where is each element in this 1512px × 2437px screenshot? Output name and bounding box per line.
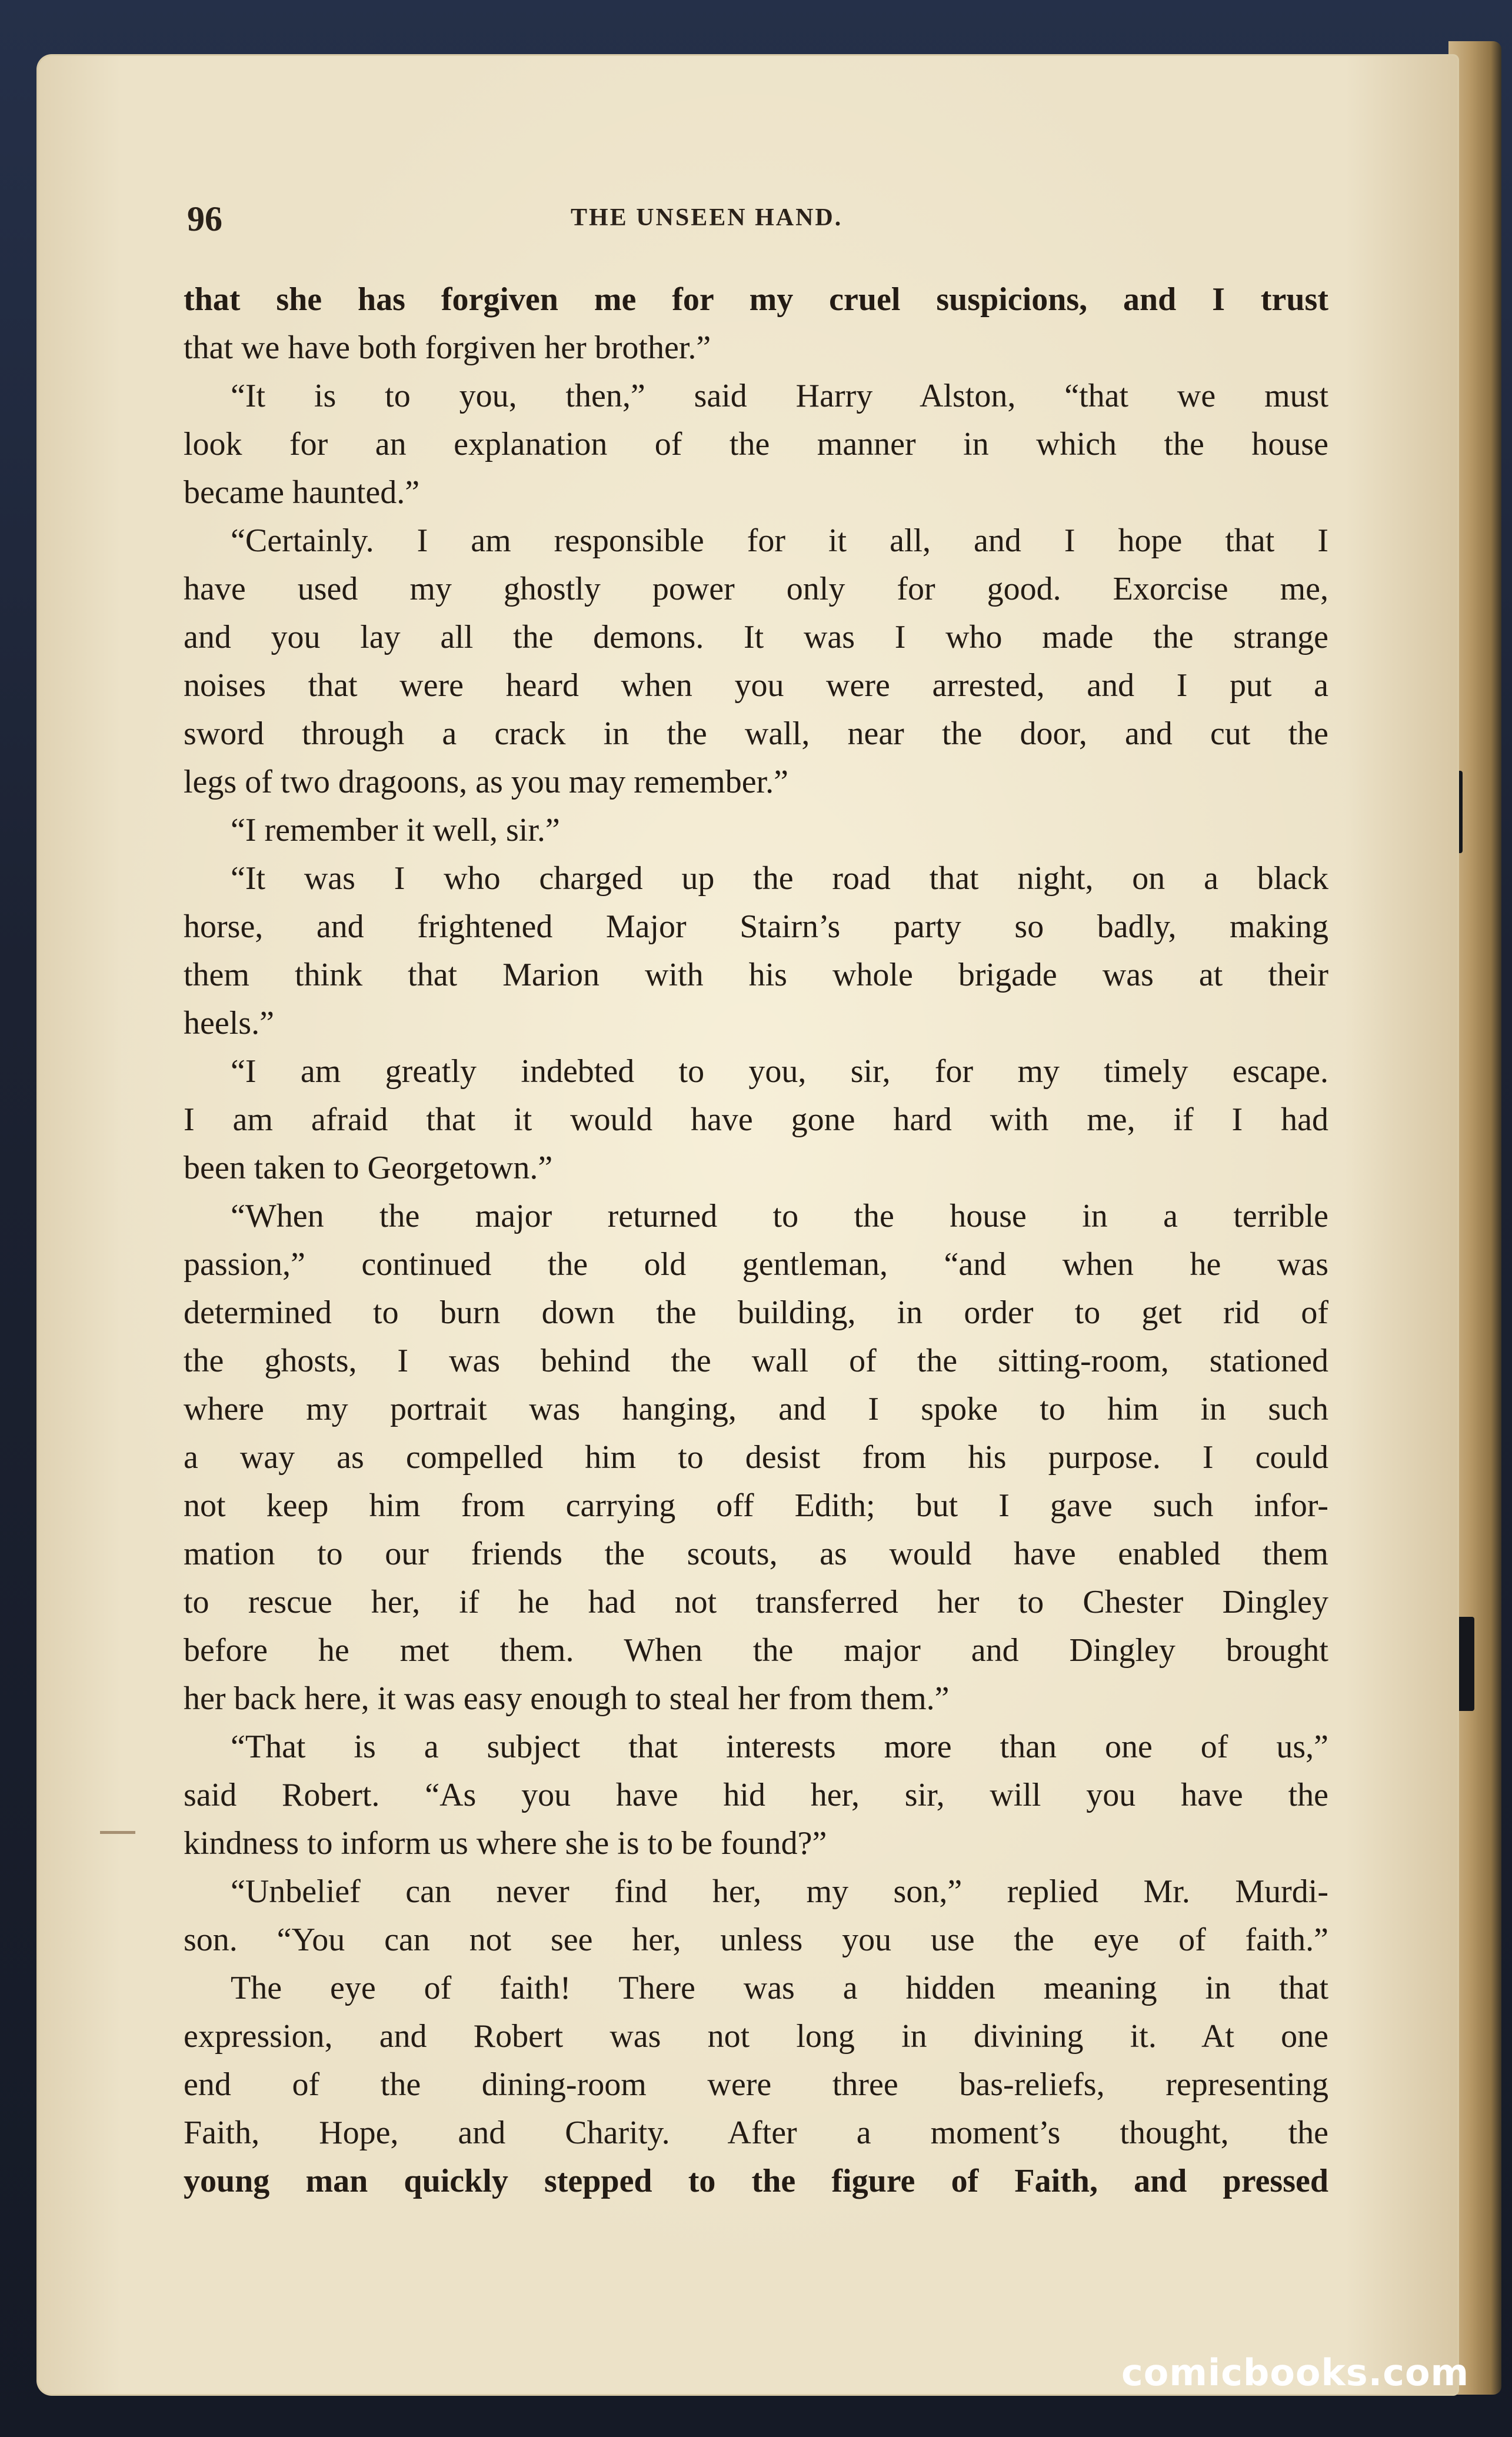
text-line: have used my ghostly power only for good. Exorcise me,: [184, 571, 1328, 607]
text-line: “I am greatly indebted to you, sir, for my timely escape.: [231, 1053, 1328, 1090]
text-line: look for an explanation of the manner in which the house: [184, 426, 1328, 462]
text-line: kindness to inform us where she is to be found?”: [184, 1825, 827, 1862]
text-line: a way as compelled him to desist from his purpose. I could: [184, 1439, 1328, 1476]
text-line: where my portrait was hanging, and I spoke to him in such: [184, 1391, 1328, 1427]
text-line: before he met them. When the major and Dingley brought: [184, 1632, 1328, 1669]
page-header: [187, 199, 1340, 240]
text-line: and you lay all the demons. It was I who made the strange: [184, 619, 1328, 655]
text-line: been taken to Georgetown.”: [184, 1150, 553, 1186]
text-line: horse, and frightened Major Stairn’s party so badly, making: [184, 908, 1328, 945]
text-line: not keep him from carrying off Edith; but I gave such infor-: [184, 1487, 1328, 1524]
watermark: comicbooks.com: [1121, 2351, 1470, 2394]
text-line: legs of two dragoons, as you may remember.”: [184, 764, 788, 800]
page-number: 96: [187, 199, 222, 238]
text-line: mation to our friends the scouts, as would have enabled them: [184, 1536, 1328, 1572]
text-line: heels.”: [184, 1005, 274, 1041]
margin-mark: [100, 1831, 135, 1834]
text-line: sword through a crack in the wall, near the door, and cut the: [184, 715, 1328, 752]
running-title: THE UNSEEN HAND.: [571, 204, 843, 231]
text-line: young man quickly stepped to the figure of Faith, and pressed: [184, 2163, 1328, 2199]
text-line: “It is to you, then,” said Harry Alston, “that we must: [231, 378, 1328, 414]
text-line: “When the major returned to the house in a terrible: [231, 1198, 1328, 1234]
text-line: end of the dining-room were three bas-reliefs, representing: [184, 2066, 1328, 2103]
text-line: to rescue her, if he had not transferred her to Chester Dingley: [184, 1584, 1328, 1620]
text-line: son. “You can not see her, unless you use the eye of faith.”: [184, 1922, 1328, 1958]
text-line: said Robert. “As you have hid her, sir, will you have the: [184, 1777, 1328, 1813]
text-line: “It was I who charged up the road that night, on a black: [231, 860, 1328, 897]
text-line: “Unbelief can never find her, my son,” replied Mr. Murdi-: [231, 1873, 1328, 1910]
text-line: determined to burn down the building, in order to get rid of: [184, 1294, 1328, 1331]
text-line: passion,” continued the old gentleman, “and when he was: [184, 1246, 1328, 1283]
text-line: “That is a subject that interests more than one of us,”: [231, 1729, 1328, 1765]
text-line: noises that were heard when you were arrested, and I put a: [184, 667, 1328, 704]
text-line: them think that Marion with his whole brigade was at their: [184, 957, 1328, 993]
text-line: the ghosts, I was behind the wall of the sitting-room, stationed: [184, 1343, 1328, 1379]
text-line: her back here, it was easy enough to steal her from them.”: [184, 1680, 950, 1717]
text-line: that she has forgiven me for my cruel suspicions, and I trust: [184, 281, 1328, 318]
text-line: “Certainly. I am responsible for it all, and I hope that I: [231, 522, 1328, 559]
text-line: “I remember it well, sir.”: [231, 812, 560, 848]
body-text: [184, 275, 1328, 2205]
text-line: became haunted.”: [184, 474, 420, 511]
text-line: Faith, Hope, and Charity. After a moment’s thought, the: [184, 2115, 1328, 2151]
text-line: I am afraid that it would have gone hard with me, if I had: [184, 1101, 1328, 1138]
text-line: expression, and Robert was not long in divining it. At one: [184, 2018, 1328, 2055]
text-line: The eye of faith! There was a hidden meaning in that: [231, 1970, 1328, 2006]
text-line: that we have both forgiven her brother.”: [184, 329, 711, 366]
